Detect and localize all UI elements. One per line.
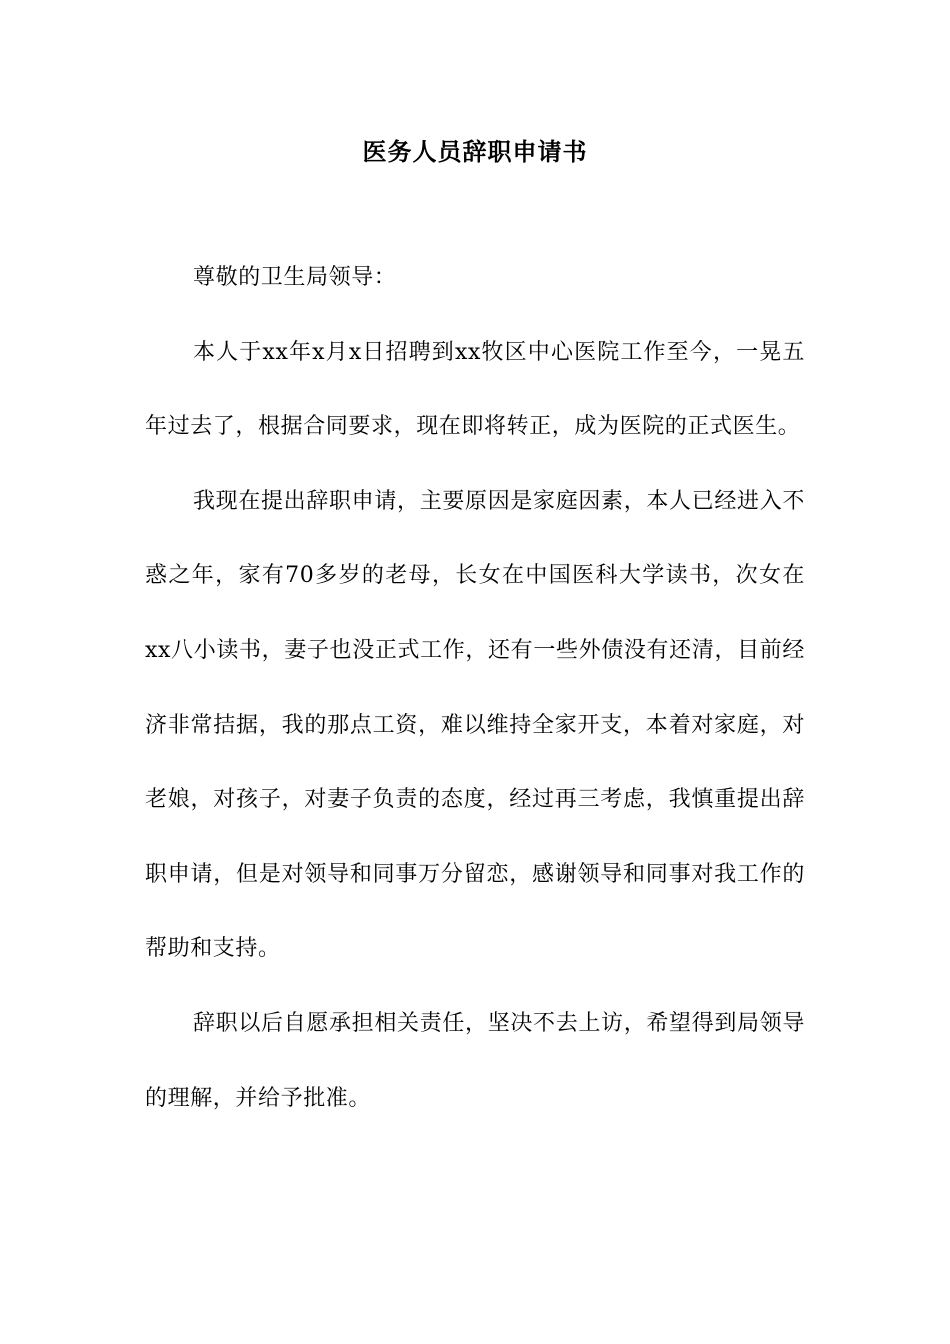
salutation: 尊敬的卫生局领导： — [193, 265, 397, 290]
document-body — [145, 241, 805, 1136]
document-title: 医务人员辞职申请书 — [362, 138, 588, 166]
paragraph-request: 辞职以后自愿承担相关责任，坚决不去上访，希望得到局领导的理解，并给予批准。 — [145, 1010, 805, 1111]
paragraph-reason: 我现在提出辞职申请，主要原因是家庭因素，本人已经进入不惑之年，家有70多岁的老母，长女在中国医科大学读书，次女在xx八小读书，妻子也没正式工作，还有一些外债没有还清，目前经济非常拮据，我的那点工资，难以维持全家开支，本着对家庭，对老娘，对孩子，对妻子负责的态度，经过再三考虑，我慎重提出辞职申请，但是对领导和同事万分留恋，感谢领导和同事对我工作的帮助和支持。 — [145, 488, 805, 962]
paragraph-employment: 本人于xx年x月x日招聘到xx牧区中心医院工作至今，一晃五年过去了，根据合同要求，现在即将转正，成为医院的正式医生。 — [145, 339, 805, 440]
